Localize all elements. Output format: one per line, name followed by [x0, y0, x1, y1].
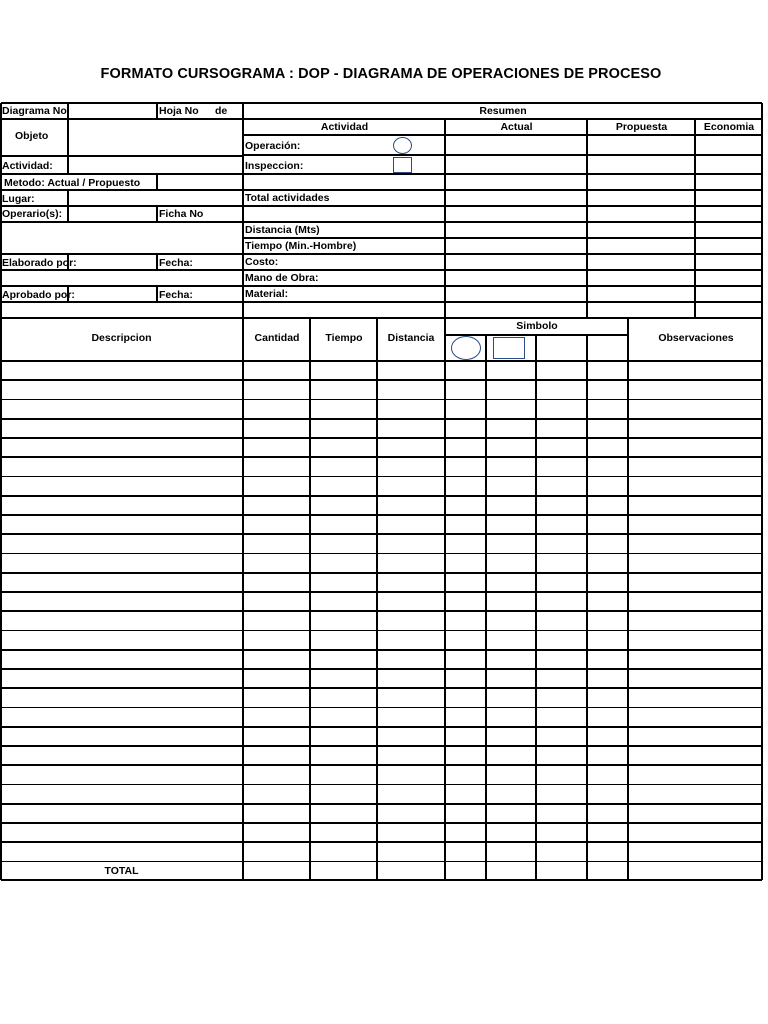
grid-line-v [586, 119, 588, 318]
grid-line-h [1, 822, 762, 824]
fecha-label-2: Fecha: [159, 289, 193, 301]
grid-line-h [1, 803, 762, 805]
circle-icon [451, 336, 481, 360]
grid-line-h [1, 668, 762, 670]
resumen-col-economia: Economia [703, 121, 755, 133]
grid-line-h [1, 610, 762, 612]
grid-line-h [1, 155, 243, 157]
grid-line-h [1, 764, 762, 766]
grid-line-h [1, 379, 762, 381]
resumen-row-distancia: Distancia (Mts) [245, 224, 320, 236]
col-descripcion: Descripcion [91, 332, 152, 344]
grid-line-v [67, 119, 69, 156]
resumen-row-material: Material: [245, 288, 289, 300]
grid-line-h [243, 154, 762, 156]
grid-line-h [1, 687, 762, 689]
grid-line-v [309, 318, 311, 880]
grid-line-h [1, 879, 762, 881]
col-observaciones: Observaciones [658, 332, 734, 344]
grid-line-v [242, 318, 244, 880]
resumen-col-propuesta: Propuesta [615, 121, 668, 133]
grid-line-v [242, 103, 244, 318]
grid-line-h [1, 360, 762, 362]
col-tiempo: Tiempo [325, 332, 363, 344]
col-distancia: Distancia [387, 332, 435, 344]
resumen-row-costo: Costo: [245, 256, 279, 268]
grid-line-h [1, 437, 762, 439]
de-label: de [215, 105, 228, 117]
grid-line-h [1, 317, 762, 319]
grid-line-v [694, 119, 696, 318]
grid-line-h [1, 495, 762, 497]
grid-line-v [586, 335, 588, 880]
grid-line-h [243, 285, 762, 287]
grid-line-h [1, 476, 762, 478]
grid-line-v [156, 206, 158, 222]
grid-line-h [1, 784, 762, 786]
grid-line-h [1, 553, 762, 555]
page-title: FORMATO CURSOGRAMA : DOP - DIAGRAMA DE OPERACIONES DE PROCESO [100, 66, 662, 82]
grid-line-h [243, 269, 762, 271]
grid-line-h [1, 189, 243, 191]
grid-line-h [1, 418, 762, 420]
resumen-row-tiempo: Tiempo (Min.-Hombre) [245, 240, 357, 252]
grid-line-h [1, 173, 243, 175]
objeto-label: Objeto [15, 130, 49, 142]
grid-line-h [243, 189, 762, 191]
fecha-label-1: Fecha: [159, 257, 193, 269]
resumen-col-actual: Actual [500, 121, 533, 133]
lugar-label: Lugar: [2, 193, 35, 205]
grid-line-h [243, 173, 762, 175]
grid-line-h [243, 221, 762, 223]
grid-line-h [243, 134, 762, 136]
grid-line-h [1, 301, 243, 303]
grid-line-h [1, 102, 762, 104]
grid-line-v [761, 103, 763, 318]
square-icon [493, 337, 525, 359]
grid-line-v [535, 335, 537, 880]
grid-line-h [1, 572, 762, 574]
grid-line-h [1, 514, 762, 516]
resumen-row-total-actividades: Total actividades [245, 192, 330, 204]
resumen-col-actividad: Actividad [320, 121, 369, 133]
metodo-label: Metodo: Actual / Propuesto [4, 177, 141, 189]
resumen-row-inspeccion: Inspeccion: [245, 160, 304, 172]
grid-line-h [1, 456, 762, 458]
operation-circle-icon [393, 137, 412, 154]
grid-line-v [156, 286, 158, 302]
grid-line-v [485, 335, 487, 880]
grid-line-v [444, 318, 446, 880]
grid-line-h [1, 707, 762, 709]
col-simbolo: Simbolo [516, 320, 558, 332]
grid-line-h [1, 630, 762, 632]
grid-line-v [376, 318, 378, 880]
aprobado-por-label: Aprobado por: [2, 289, 75, 301]
hoja-no-label: Hoja No [159, 105, 199, 117]
resumen-title: Resumen [479, 105, 527, 117]
grid-line-h [1, 861, 762, 863]
resumen-row-operacion: Operación: [245, 140, 301, 152]
operarios-label: Operario(s): [2, 208, 63, 220]
grid-line-h [243, 301, 762, 303]
grid-line-h [1, 118, 243, 120]
grid-line-h [243, 205, 762, 207]
grid-line-v [627, 318, 629, 880]
grid-line-h [1, 221, 243, 223]
grid-line-h [1, 269, 243, 271]
grid-line-h [1, 399, 762, 401]
grid-line-v [0, 318, 2, 880]
grid-line-h [1, 205, 243, 207]
col-cantidad: Cantidad [254, 332, 300, 344]
ficha-no-label: Ficha No [159, 208, 204, 220]
grid-line-v [67, 190, 69, 222]
grid-line-v [67, 156, 69, 174]
diagrama-no-label: Diagrama No [2, 105, 67, 117]
grid-line-v [444, 119, 446, 318]
total-label: TOTAL [104, 865, 139, 877]
grid-line-h [1, 745, 762, 747]
grid-line-h [243, 237, 762, 239]
actividad-label: Actividad: [2, 160, 53, 172]
grid-line-h [1, 253, 243, 255]
grid-line-h [1, 726, 762, 728]
elaborado-por-label: Elaborado por: [2, 257, 77, 269]
grid-line-v [67, 103, 69, 119]
grid-line-v [156, 174, 158, 190]
inspection-square-icon [393, 157, 412, 173]
resumen-row-mano-de-obra: Mano de Obra: [245, 272, 319, 284]
grid-line-h [243, 118, 762, 120]
grid-line-h [1, 533, 762, 535]
grid-line-h [1, 841, 762, 843]
grid-line-v [761, 318, 763, 880]
grid-line-h [1, 591, 762, 593]
grid-line-h [243, 253, 762, 255]
grid-line-h [1, 649, 762, 651]
grid-line-v [156, 254, 158, 270]
grid-line-v [156, 103, 158, 119]
grid-line-h [1, 285, 243, 287]
